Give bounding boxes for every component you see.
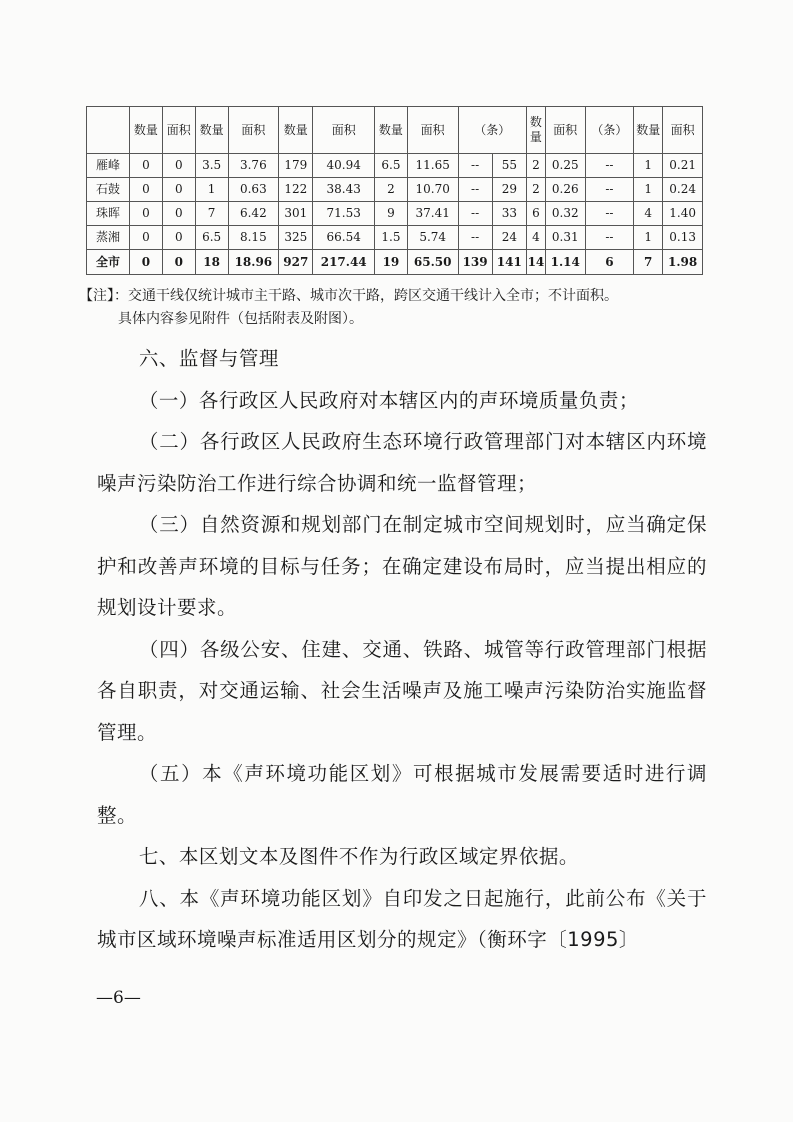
table-cell: -- bbox=[585, 226, 634, 250]
table-cell: -- bbox=[585, 202, 634, 226]
table-cell: -- bbox=[458, 226, 492, 250]
table-cell: 0 bbox=[130, 202, 163, 226]
table-cell: 14 bbox=[526, 250, 545, 275]
table-cell: 19 bbox=[375, 250, 408, 275]
table-cell: 927 bbox=[279, 250, 313, 275]
table-cell: 139 bbox=[458, 250, 492, 275]
district-name-cell: 珠晖 bbox=[87, 202, 130, 226]
table-cell: 122 bbox=[279, 178, 313, 202]
paragraph-item-3: （三）自然资源和规划部门在制定城市空间规划时，应当确定保护和改善声环境的目标与任务；在确定建设布局时，应当提出相应的规划设计要求。 bbox=[97, 513, 707, 619]
table-header-row bbox=[87, 107, 703, 154]
header-cell: （条） bbox=[458, 107, 526, 154]
table-cell: -- bbox=[585, 178, 634, 202]
paragraph-item-4: （四）各级公安、住建、交通、铁路、城管等行政管理部门根据各自职责，对交通运输、社会生活噪声及施工噪声污染防治实施监督管理。 bbox=[97, 637, 707, 744]
table-note bbox=[79, 285, 729, 331]
table-cell: 65.50 bbox=[407, 250, 458, 275]
table-cell: 0 bbox=[162, 154, 195, 178]
table-row bbox=[87, 226, 703, 250]
table-cell: 66.54 bbox=[313, 226, 375, 250]
header-cell: 数量 bbox=[634, 107, 663, 154]
header-cell: 面积 bbox=[228, 107, 279, 154]
table-cell: 9 bbox=[375, 202, 408, 226]
table-cell: 0.31 bbox=[545, 226, 585, 250]
header-cell: 面积 bbox=[545, 107, 585, 154]
section-heading-supervision: 六、监督与管理 bbox=[138, 347, 279, 370]
table-cell: -- bbox=[458, 154, 492, 178]
table-cell: 325 bbox=[279, 226, 313, 250]
table-cell: 1.5 bbox=[375, 226, 408, 250]
header-cell: 数量 bbox=[375, 107, 408, 154]
table-cell: 18 bbox=[195, 250, 228, 275]
table-cell: 5.74 bbox=[407, 226, 458, 250]
section-heading-seven: 七、本区划文本及图件不作为行政区域定界依据。 bbox=[138, 845, 579, 868]
district-name-cell: 全市 bbox=[87, 250, 130, 275]
table-cell: 29 bbox=[492, 178, 526, 202]
table-cell: 6.42 bbox=[228, 202, 279, 226]
table-cell: 1 bbox=[634, 178, 663, 202]
statistics-table bbox=[86, 106, 703, 275]
table-cell: 6.5 bbox=[195, 226, 228, 250]
table-cell: 18.96 bbox=[228, 250, 279, 275]
table-cell: 8.15 bbox=[228, 226, 279, 250]
header-cell bbox=[87, 107, 130, 154]
table-cell: 55 bbox=[492, 154, 526, 178]
note-line-2: 具体内容参见附件（包括附表及附图）。 bbox=[118, 311, 363, 327]
table-cell: 2 bbox=[526, 154, 545, 178]
table-cell: 6.5 bbox=[375, 154, 408, 178]
table-cell: 0 bbox=[162, 178, 195, 202]
table-cell: 0 bbox=[162, 250, 195, 275]
table-cell: 0 bbox=[130, 250, 163, 275]
table-cell: 3.76 bbox=[228, 154, 279, 178]
header-cell: 数量 bbox=[279, 107, 313, 154]
table-cell: 40.94 bbox=[313, 154, 375, 178]
table-row bbox=[87, 154, 703, 178]
table-cell: 33 bbox=[492, 202, 526, 226]
table-cell: 6 bbox=[585, 250, 634, 275]
table-cell: 0 bbox=[162, 202, 195, 226]
table-cell: 6 bbox=[526, 202, 545, 226]
table-cell: -- bbox=[458, 202, 492, 226]
table-row bbox=[87, 202, 703, 226]
header-cell: 数量 bbox=[195, 107, 228, 154]
table-cell: 0.21 bbox=[663, 154, 703, 178]
table-row bbox=[87, 250, 703, 275]
table-cell: 0.32 bbox=[545, 202, 585, 226]
header-cell: （条） bbox=[585, 107, 634, 154]
table-cell: -- bbox=[458, 178, 492, 202]
section-heading-eight: 八、本《声环境功能区划》自印发之日起施行，此前公布《关于城市区域环境噪声标准适用区划分的规定》（衡环字〔1995〕 bbox=[97, 886, 707, 951]
table-cell: 0 bbox=[130, 226, 163, 250]
table-cell: 0 bbox=[130, 154, 163, 178]
table-cell: 37.41 bbox=[407, 202, 458, 226]
table-cell: 0 bbox=[162, 226, 195, 250]
district-name-cell: 雁峰 bbox=[87, 154, 130, 178]
table-cell: 0 bbox=[130, 178, 163, 202]
table-cell: 4 bbox=[526, 226, 545, 250]
table-cell: 0.24 bbox=[663, 178, 703, 202]
table-cell: 3.5 bbox=[195, 154, 228, 178]
table-cell: 0.13 bbox=[663, 226, 703, 250]
header-cell: 面积 bbox=[407, 107, 458, 154]
statistics-table-wrap bbox=[86, 106, 703, 275]
table-cell: 11.65 bbox=[407, 154, 458, 178]
paragraph-item-5: （五）本《声环境功能区划》可根据城市发展需要适时进行调整。 bbox=[97, 762, 707, 827]
paragraph-item-1: （一）各行政区人民政府对本辖区内的声环境质量负责； bbox=[138, 388, 639, 412]
table-row bbox=[87, 178, 703, 202]
table-cell: 7 bbox=[634, 250, 663, 275]
table-body bbox=[87, 154, 703, 275]
table-cell: 1 bbox=[634, 154, 663, 178]
district-name-cell: 蒸湘 bbox=[87, 226, 130, 250]
district-name-cell: 石鼓 bbox=[87, 178, 130, 202]
table-cell: 2 bbox=[375, 178, 408, 202]
table-cell: 38.43 bbox=[313, 178, 375, 202]
header-cell: 数量 bbox=[526, 107, 545, 154]
table-cell: 217.44 bbox=[313, 250, 375, 275]
table-cell: -- bbox=[585, 154, 634, 178]
header-cell: 面积 bbox=[162, 107, 195, 154]
page-number: —6— bbox=[96, 988, 141, 1008]
table-cell: 1.40 bbox=[663, 202, 703, 226]
table-cell: 2 bbox=[526, 178, 545, 202]
table-cell: 10.70 bbox=[407, 178, 458, 202]
header-cell: 数量 bbox=[130, 107, 163, 154]
table-cell: 179 bbox=[279, 154, 313, 178]
table-cell: 141 bbox=[492, 250, 526, 275]
table-cell: 24 bbox=[492, 226, 526, 250]
table-cell: 301 bbox=[279, 202, 313, 226]
table-cell: 0.25 bbox=[545, 154, 585, 178]
table-cell: 1.14 bbox=[545, 250, 585, 275]
document-body bbox=[97, 338, 707, 961]
table-cell: 71.53 bbox=[313, 202, 375, 226]
table-cell: 4 bbox=[634, 202, 663, 226]
table-cell: 1 bbox=[195, 178, 228, 202]
paragraph-item-2: （二）各行政区人民政府生态环境行政管理部门对本辖区内环境噪声污染防治工作进行综合协调和统一监督管理； bbox=[97, 430, 707, 495]
table-cell: 0.26 bbox=[545, 178, 585, 202]
note-line-1: 【注】：交通干线仅统计城市主干路、城市次干路，跨区交通干线计入全市；不计面积。 bbox=[79, 288, 618, 304]
table-cell: 0.63 bbox=[228, 178, 279, 202]
table-cell: 7 bbox=[195, 202, 228, 226]
table-cell: 1.98 bbox=[663, 250, 703, 275]
header-cell: 面积 bbox=[663, 107, 703, 154]
table-cell: 1 bbox=[634, 226, 663, 250]
header-cell: 面积 bbox=[313, 107, 375, 154]
